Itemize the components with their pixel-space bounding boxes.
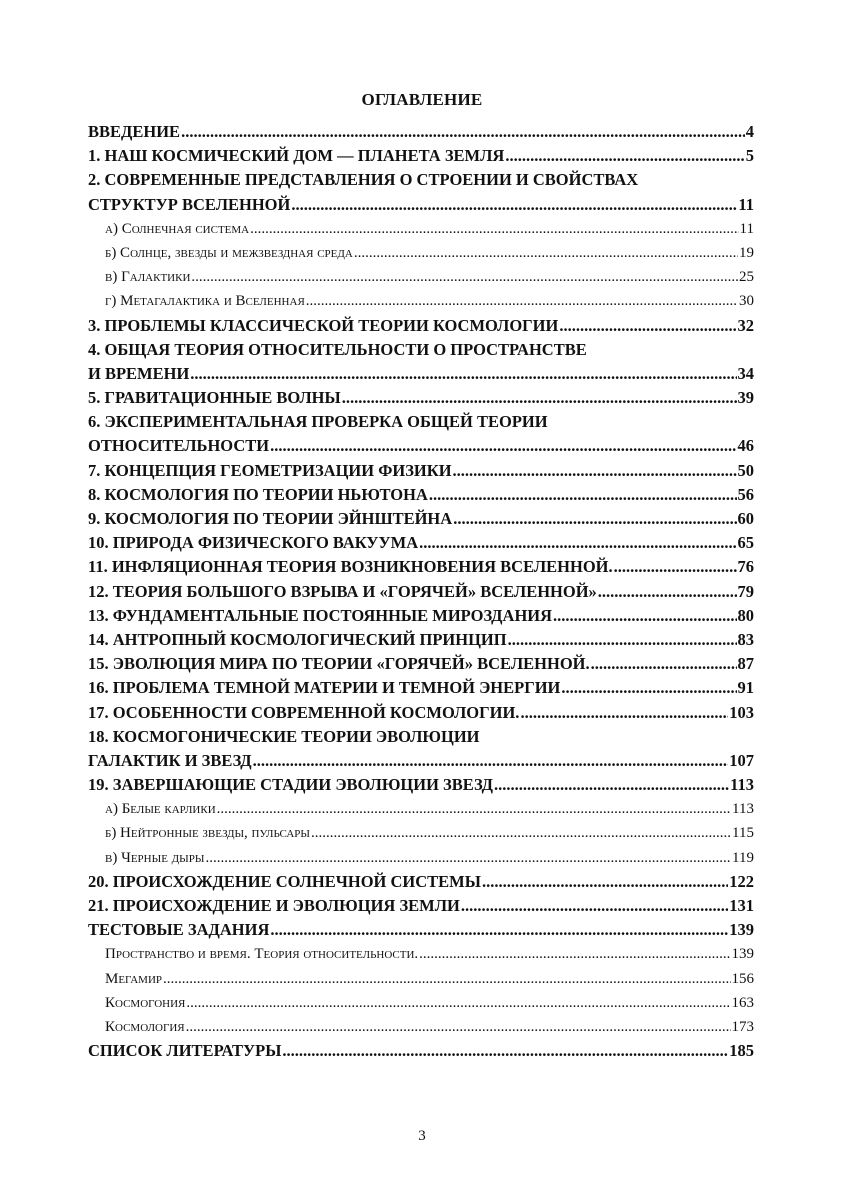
toc-entry-label: СТРУКТУР ВСЕЛЕННОЙ — [88, 194, 291, 214]
toc-entry-label: а) Солнечная система — [105, 220, 250, 237]
toc-entry-page: 115 — [732, 825, 754, 842]
toc-entry-label: а) Белые карлики — [105, 801, 216, 818]
toc-entry-label: 9. КОСМОЛОГИЯ ПО ТЕОРИИ ЭЙНШТЕЙНА — [88, 509, 453, 528]
toc-leader-dots — [429, 483, 737, 507]
toc-entry-page: 60 — [737, 509, 754, 528]
toc-entry — [88, 459, 754, 483]
toc-entry-label: 14. АНТРОПНЫЙ КОСМОЛОГИЧЕСКИЙ ПРИНЦИП — [88, 629, 507, 649]
toc-entry-label: б) Солнце, звезды и межзвездная среда — [105, 244, 353, 261]
toc-leader-dots — [591, 652, 737, 676]
toc-entry — [88, 289, 754, 313]
toc-entry — [88, 217, 754, 241]
toc-entry — [88, 894, 754, 918]
toc-entry-page: 156 — [731, 970, 754, 987]
toc-entry — [88, 918, 754, 942]
toc-entry — [88, 434, 754, 458]
toc-leader-dots — [559, 314, 736, 338]
toc-entry — [88, 120, 754, 144]
toc-entry-page: 119 — [732, 849, 754, 866]
toc-leader-dots — [505, 144, 744, 168]
toc-entry — [88, 338, 754, 362]
toc-entry-page: 65 — [737, 533, 754, 553]
toc-entry — [88, 870, 754, 894]
toc-entry-page: 113 — [732, 801, 754, 818]
toc-leader-dots — [354, 241, 738, 265]
toc-entry — [88, 555, 754, 579]
toc-leader-dots — [419, 531, 736, 555]
toc-entry — [88, 507, 754, 531]
toc-entry-page: 173 — [731, 1018, 754, 1035]
toc-leader-dots — [494, 773, 729, 797]
toc-leader-dots — [291, 193, 737, 217]
toc-entry — [88, 362, 754, 386]
toc-entry — [88, 168, 754, 192]
toc-entry-label: 2. СОВРЕМЕННЫЕ ПРЕДСТАВЛЕНИЯ О СТРОЕНИИ И СВОЙСТВАХ — [88, 170, 639, 190]
toc-entry — [88, 193, 754, 217]
toc-entry — [88, 531, 754, 555]
toc-entry-label: 13. ФУНДАМЕНТАЛЬНЫЕ ПОСТОЯННЫЕ МИРОЗДАНИЯ — [88, 605, 553, 625]
toc-entry-label: 18. КОСМОГОНИЧЕСКИЕ ТЕОРИИ ЭВОЛЮЦИИ — [88, 726, 480, 746]
toc-leader-dots — [453, 507, 736, 531]
toc-leader-dots — [205, 846, 731, 870]
toc-leader-dots — [598, 580, 737, 604]
toc-entry-label: 11. ИНФЛЯЦИОННАЯ ТЕОРИЯ ВОЗНИКНОВЕНИЯ ВСЕЛЕННОЙ. — [88, 557, 613, 577]
toc-leader-dots — [217, 797, 731, 821]
toc-entry-page: 163 — [731, 994, 754, 1011]
toc-entry — [88, 967, 754, 991]
toc-entry-page: 11 — [738, 194, 754, 214]
toc-entry — [88, 1039, 754, 1063]
toc-leader-dots — [270, 434, 736, 458]
toc-entry — [88, 386, 754, 410]
toc-entry — [88, 773, 754, 797]
toc-leader-dots — [520, 701, 728, 725]
toc-leader-dots — [508, 628, 737, 652]
toc-entry-page: 80 — [737, 605, 754, 625]
toc-entry-page: 185 — [729, 1041, 754, 1061]
toc-entry-label: в) Черные дыры — [105, 849, 205, 866]
toc-entry-page: 39 — [737, 388, 754, 408]
toc-entry-label: ГАЛАКТИК И ЗВЕЗД — [88, 750, 252, 770]
toc-leader-dots — [553, 604, 736, 628]
toc-entry-page: 83 — [737, 629, 754, 649]
toc-entry-label: ТЕСТОВЫЕ ЗАДАНИЯ — [88, 920, 270, 940]
toc-entry-page: 87 — [737, 654, 754, 674]
toc-entry-label: ВВЕДЕНИЕ — [88, 122, 181, 141]
toc-leader-dots — [163, 967, 730, 991]
toc-entry-label: б) Нейтронные звезды, пульсары — [105, 825, 310, 842]
toc-entry — [88, 846, 754, 870]
toc-entry-page: 30 — [739, 293, 754, 310]
toc-entry — [88, 991, 754, 1015]
toc-entry-page: 32 — [737, 315, 754, 335]
toc-entry-page: 5 — [745, 146, 754, 166]
toc-entry-label: 16. ПРОБЛЕМА ТЕМНОЙ МАТЕРИИ И ТЕМНОЙ ЭНЕРГИИ — [88, 678, 561, 698]
toc-entry-label: 8. КОСМОЛОГИЯ ПО ТЕОРИИ НЬЮТОНА — [88, 484, 428, 504]
toc-leader-dots — [453, 459, 737, 483]
toc-entry-page: 19 — [739, 244, 754, 261]
toc-entry — [88, 483, 754, 507]
toc-leader-dots — [561, 676, 736, 700]
toc-entry-page: 46 — [737, 436, 754, 456]
toc-entry-page: 56 — [737, 484, 754, 504]
toc-leader-dots — [461, 894, 728, 918]
page-number: 3 — [418, 1128, 426, 1144]
toc-leader-dots — [482, 870, 728, 894]
toc-entry-page: 122 — [729, 871, 754, 891]
toc-entry — [88, 676, 754, 700]
toc-entry-label: 6. ЭКСПЕРИМЕНТАЛЬНАЯ ПРОВЕРКА ОБЩЕЙ ТЕОРИИ — [88, 412, 548, 432]
toc-entry-label: 20. ПРОИСХОЖДЕНИЕ СОЛНЕЧНОЙ СИСТЕМЫ — [88, 871, 481, 891]
toc-leader-dots — [253, 749, 729, 773]
toc-entry-label: 4. ОБЩАЯ ТЕОРИЯ ОТНОСИТЕЛЬНОСТИ О ПРОСТРАНСТВЕ — [88, 339, 587, 359]
toc-leader-dots — [181, 120, 745, 144]
toc-entry — [88, 144, 754, 168]
toc-entry — [88, 410, 754, 434]
toc-entry — [88, 580, 754, 604]
toc-leader-dots — [419, 942, 730, 966]
toc-entry — [88, 821, 754, 845]
toc-entry-label: Космология — [105, 1018, 185, 1035]
toc-leader-dots — [186, 1015, 731, 1039]
toc-entry — [88, 701, 754, 725]
toc-leader-dots — [614, 555, 737, 579]
toc-entry-page: 34 — [737, 363, 754, 383]
toc-entry — [88, 749, 754, 773]
toc-entry-page: 4 — [745, 122, 754, 141]
toc-entry-page: 91 — [737, 678, 754, 698]
toc-entry-label: 19. ЗАВЕРШАЮЩИЕ СТАДИИ ЭВОЛЮЦИИ ЗВЕЗД — [88, 775, 494, 795]
toc-entry — [88, 1015, 754, 1039]
toc-entry-label: Пространство и время. Теория относительности. — [105, 946, 419, 963]
toc-entry — [88, 797, 754, 821]
toc-entry — [88, 265, 754, 289]
toc-entry-page: 103 — [729, 702, 754, 722]
toc-entry — [88, 628, 754, 652]
toc-entry-label: 12. ТЕОРИЯ БОЛЬШОГО ВЗРЫВА И «ГОРЯЧЕЙ» ВСЕЛЕННОЙ» — [88, 581, 597, 601]
toc-entry-label: 7. КОНЦЕПЦИЯ ГЕОМЕТРИЗАЦИИ ФИЗИКИ — [88, 460, 452, 480]
toc-entry-label: Мегамир — [105, 970, 163, 987]
toc-entry-page: 139 — [729, 920, 754, 940]
toc-entry-page: 25 — [739, 269, 754, 286]
toc-entry-page: 50 — [737, 460, 754, 480]
toc-entry-label: 21. ПРОИСХОЖДЕНИЕ И ЭВОЛЮЦИЯ ЗЕМЛИ — [88, 896, 460, 915]
toc-entry-page: 131 — [729, 896, 754, 915]
table-of-contents — [88, 120, 754, 1063]
toc-leader-dots — [190, 362, 736, 386]
toc-entry-page: 139 — [731, 946, 754, 963]
toc-leader-dots — [250, 217, 738, 241]
toc-entry — [88, 604, 754, 628]
toc-entry-page: 11 — [739, 220, 754, 237]
toc-entry-label: И ВРЕМЕНИ — [88, 363, 190, 383]
toc-entry-page: 79 — [737, 581, 754, 601]
toc-entry-label: ОТНОСИТЕЛЬНОСТИ — [88, 436, 270, 456]
toc-leader-dots — [191, 265, 738, 289]
toc-entry-label: 5. ГРАВИТАЦИОННЫЕ ВОЛНЫ — [88, 388, 341, 408]
toc-entry — [88, 652, 754, 676]
toc-entry-label: 1. НАШ КОСМИЧЕСКИЙ ДОМ — ПЛАНЕТА ЗЕМЛЯ — [88, 146, 505, 166]
toc-entry — [88, 241, 754, 265]
toc-entry-label: в) Галактики — [105, 269, 191, 286]
toc-leader-dots — [311, 821, 731, 845]
toc-entry-page: 76 — [737, 557, 754, 577]
toc-leader-dots — [342, 386, 737, 410]
toc-entry-label: СПИСОК ЛИТЕРАТУРЫ — [88, 1041, 282, 1061]
toc-entry-label: 10. ПРИРОДА ФИЗИЧЕСКОГО ВАКУУМА — [88, 533, 419, 553]
toc-entry — [88, 942, 754, 966]
toc-entry — [88, 725, 754, 749]
toc-entry-page: 107 — [729, 750, 754, 770]
toc-entry-label: Космогония — [105, 994, 186, 1011]
page-title: ОГЛАВЛЕНИЕ — [361, 90, 483, 109]
toc-leader-dots — [270, 918, 728, 942]
toc-entry — [88, 314, 754, 338]
toc-leader-dots — [282, 1039, 728, 1063]
toc-entry-label: г) Метагалактика и Вселенная — [105, 293, 305, 310]
toc-entry-label: 3. ПРОБЛЕМЫ КЛАССИЧЕСКОЙ ТЕОРИИ КОСМОЛОГИИ — [88, 315, 559, 335]
toc-entry-page: 113 — [730, 775, 754, 795]
toc-entry-label: 17. ОСОБЕННОСТИ СОВРЕМЕННОЙ КОСМОЛОГИИ. — [88, 702, 520, 722]
toc-leader-dots — [306, 289, 738, 313]
toc-entry-label: 15. ЭВОЛЮЦИЯ МИРА ПО ТЕОРИИ «ГОРЯЧЕЙ» ВСЕЛЕННОЙ. — [88, 654, 590, 674]
toc-leader-dots — [186, 991, 730, 1015]
